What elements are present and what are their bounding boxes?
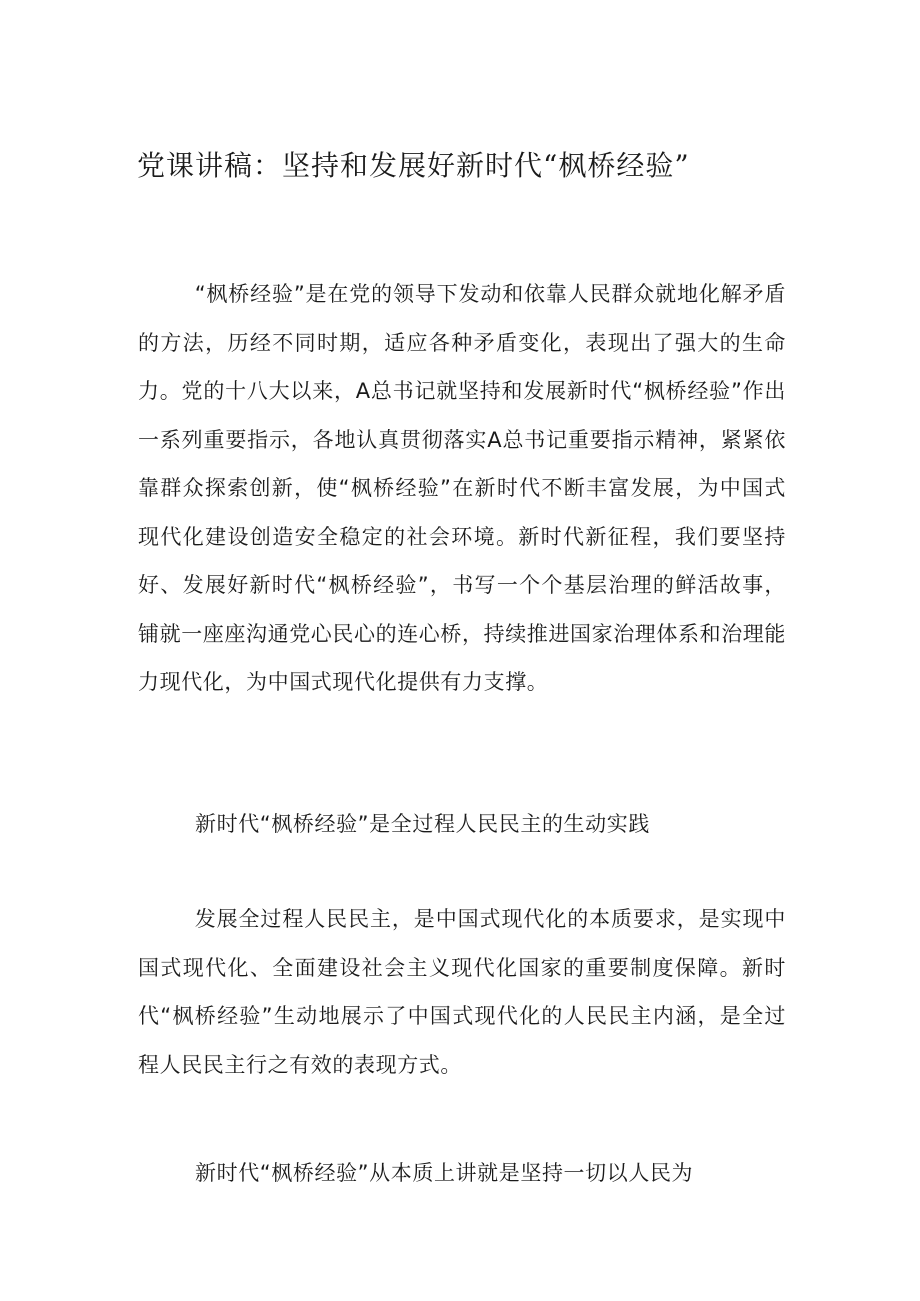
document-title: 党课讲稿：坚持和发展好新时代“枫桥经验” [137,149,690,182]
section-heading-1: 新时代“枫桥经验”是全过程人民民主的生动实践 [195,812,650,836]
section-heading-2: 新时代“枫桥经验”从本质上讲就是坚持一切以人民为 [195,1161,694,1185]
paragraph-democracy: 发展全过程人民民主，是中国式现代化的本质要求，是实现中国式现代化、全面建设社会主义现代化国家的重要制度保障。新时代“枫桥经验”生动地展示了中国式现代化的人民民主内涵，是全过程人民民主行之有效的表现方式。 [138,907,786,1077]
paragraph-intro: “枫桥经验”是在党的领导下发动和依靠人民群众就地化解矛盾的方法，历经不同时期，适应各种矛盾变化，表现出了强大的生命力。党的十八大以来，A总书记就坚持和发展新时代“枫桥经验”作出一系列重要指示，各地认真贯彻落实A总书记重要指示精神，紧紧依靠群众探索创新，使“枫桥经验”在新时代不断丰富发展，为中国式现代化建设创造安全稳定的社会环境。新时代新征程，我们要坚持好、发展好新时代“枫桥经验”，书写一个个基层治理的鲜活故事，铺就一座座沟通党心民心的连心桥，持续推进国家治理体系和治理能力现代化，为中国式现代化提供有力支撑。 [138,282,786,694]
